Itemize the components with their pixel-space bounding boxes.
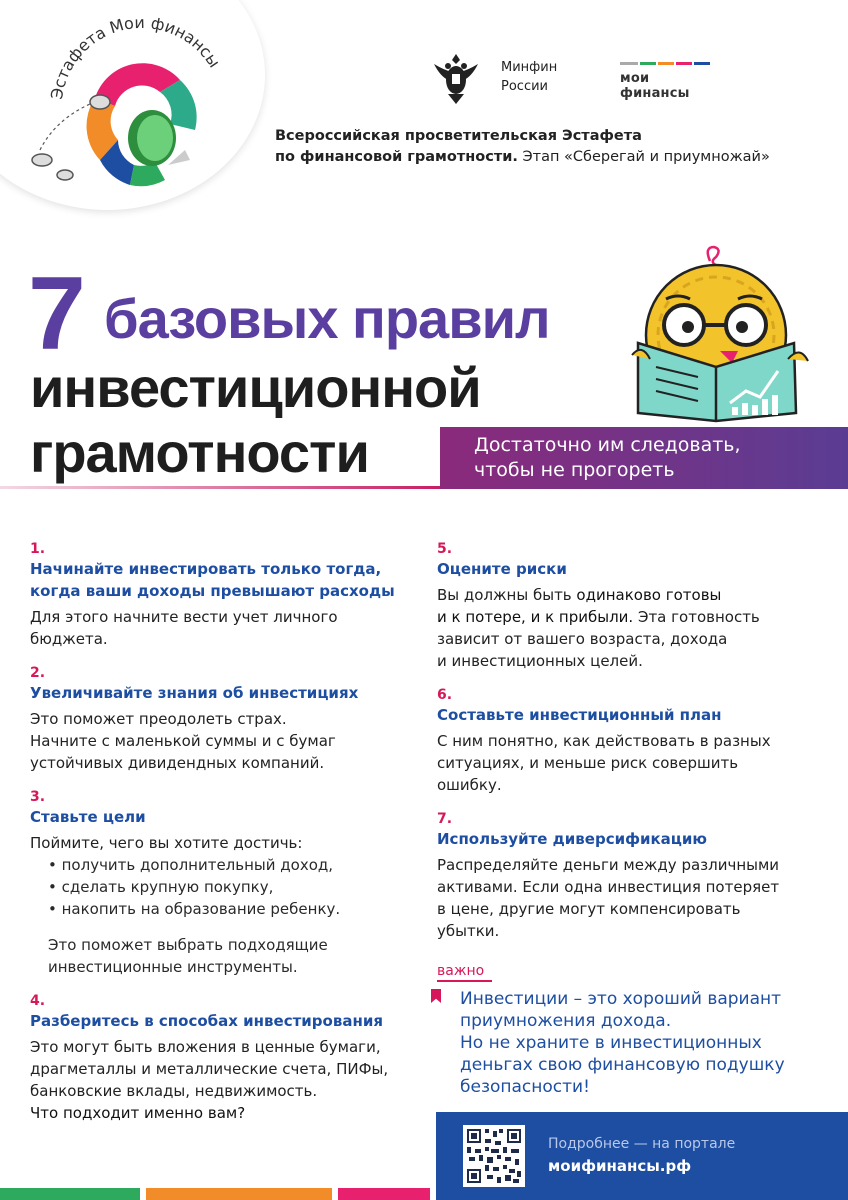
rule-title: Начинайте инвестировать только тогда, когда ваши доходы превышают расходы xyxy=(30,560,395,600)
rule-title: Составьте инвестиционный план xyxy=(437,706,722,724)
rules-right-column xyxy=(437,540,817,956)
rule-1: 1. Начинайте инвестировать только тогда, когда ваши доходы превышают расходы Для этого начните вести учет личного бюджета. xyxy=(30,540,405,650)
tagline-banner: Достаточно им следовать, чтобы не прогореть xyxy=(440,427,848,489)
rule-title: Разберитесь в способах инвестирования xyxy=(30,1012,383,1030)
list-item: • получить дополнительный доход, xyxy=(48,854,405,876)
important-note: Инвестиции – это хороший вариант приумножения дохода. Но не храните в инвестиционных деньгах свою финансовую подушку безопасности! xyxy=(460,989,785,1097)
rule-note: Это поможет выбрать подходящие инвестиционные инструменты. xyxy=(48,936,328,976)
bottom-color-bars xyxy=(0,1188,436,1200)
rule-6: 6. Составьте инвестиционный план С ним понятно, как действовать в разных ситуациях, и меньше риск совершить ошибку. xyxy=(437,686,817,796)
portal-label: Подробнее — на портале xyxy=(548,1136,736,1152)
list-item: • сделать крупную покупку, xyxy=(48,876,405,898)
rule-body: Это могут быть вложения в ценные бумаги, драгметаллы и металлические счета, ПИФы, банковские вклады, недвижимость. Что подходит именно вам? xyxy=(30,1038,389,1122)
banner-underline xyxy=(0,486,440,489)
rule-title: Оцените риски xyxy=(437,560,567,578)
important-underline xyxy=(437,980,492,982)
qr-code-icon[interactable] xyxy=(463,1125,525,1187)
rule-body: Распределяйте деньги между различными активами. Если одна инвестиция потеряет в цене, другие могут компенсировать убытки. xyxy=(437,856,780,940)
rule-4: 4. Разберитесь в способах инвестирования Это могут быть вложения в ценные бумаги, драгметаллы и металлические счета, ПИФы, банковские вклады, недвижимость. Что подходит именно вам? xyxy=(30,992,405,1124)
bookmark-icon xyxy=(431,989,441,1003)
portal-link[interactable]: моифинансы.рф xyxy=(548,1157,692,1175)
rules-left-column xyxy=(30,540,405,1138)
coin-mascot-reading-icon xyxy=(628,243,813,425)
title-number: 7 xyxy=(28,256,86,372)
rule-body: Это поможет преодолеть страх. Начните с маленькой суммы и с бумаг устойчивых дивидендных компаний. xyxy=(30,710,336,772)
title-line-1: базовых правил xyxy=(104,287,550,350)
title-line-2: инвестиционной xyxy=(30,356,481,419)
moi-finansy-logo: мои финансы xyxy=(620,62,720,101)
relay-logo-text: Эстафета Мои финансы xyxy=(47,12,225,101)
rule-body: Вы должны быть одинаково готовы и к потере, и к прибыли. Эта готовность зависит от вашего возраста, дохода и инвестиционных целей. xyxy=(437,586,760,670)
list-item: • накопить на образование ребенку. xyxy=(48,898,405,920)
title-line-3: грамотности xyxy=(30,421,369,484)
rule-title: Увеличивайте знания об инвестициях xyxy=(30,684,359,702)
rule-5: 5. Оцените риски Вы должны быть одинаково готовы и к потере, и к прибыли. Эта готовность зависит от вашего возраста, дохода и инвестиционных целей. xyxy=(437,540,817,672)
rule-3: 3. Ставьте цели Поймите, чего вы хотите достичь: • получить дополнительный доход, • сделать крупную покупку, • накопить на образование ребенку. Это поможет выбрать подходящие инвестиционные инструменты. xyxy=(30,788,405,978)
relay-logo xyxy=(0,0,270,210)
rule-body: Поймите, чего вы хотите достичь: xyxy=(30,834,303,852)
rule-7: 7. Используйте диверсификацию Распределяйте деньги между различными активами. Если одна инвестиция потеряет в цене, другие могут компенсировать убытки. xyxy=(437,810,817,942)
important-label: важно xyxy=(437,963,485,979)
rule-2: 2. Увеличивайте знания об инвестициях Это поможет преодолеть страх. Начните с маленькой суммы и с бумаг устойчивых дивидендных компаний. xyxy=(30,664,405,774)
rule-body: Для этого начните вести учет личного бюджета. xyxy=(30,608,338,648)
rule-title: Ставьте цели xyxy=(30,808,146,826)
rule-body: С ним понятно, как действовать в разных ситуациях, и меньше риск совершить ошибку. xyxy=(437,732,771,794)
event-subtitle: Всероссийская просветительская Эстафета по финансовой грамотности. Этап «Сберегай и приумножай» xyxy=(275,128,770,165)
ministry-name: Минфин России xyxy=(501,60,558,94)
rule-title: Используйте диверсификацию xyxy=(437,830,708,848)
eagle-emblem-icon xyxy=(426,50,486,106)
goals-list xyxy=(30,854,405,920)
